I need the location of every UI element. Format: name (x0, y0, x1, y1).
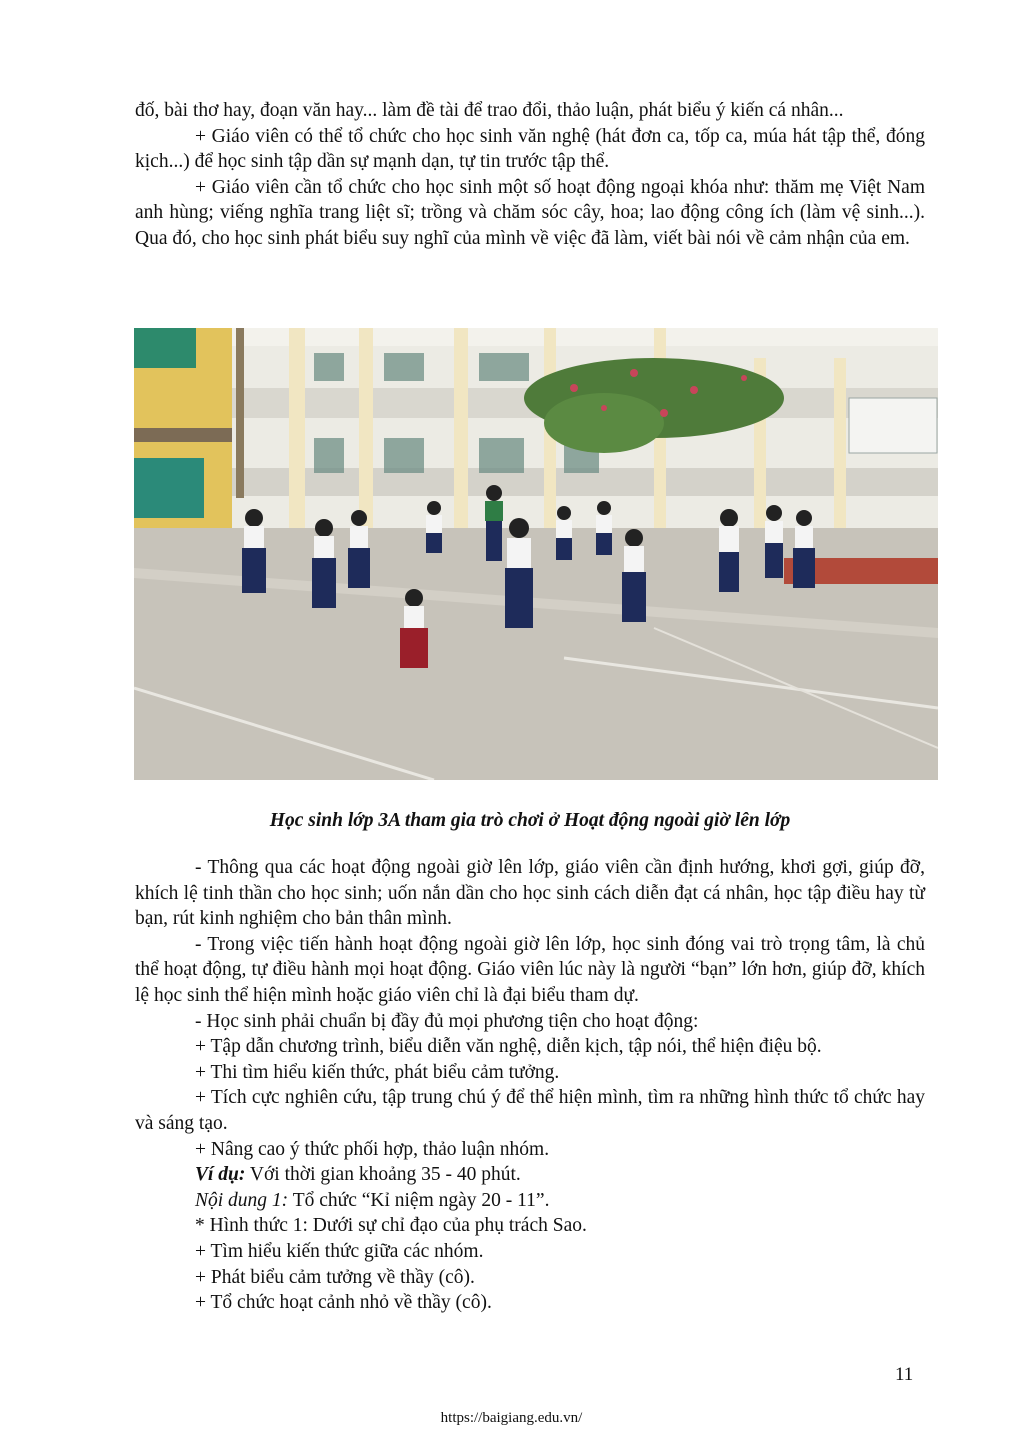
photo-illustration (134, 328, 938, 780)
form-line: + Phát biểu cảm tưởng về thầy (cô). (195, 1266, 475, 1288)
photo-caption: Học sinh lớp 3A tham gia trò chơi ở Hoạt động ngoài giờ lên lớp (269, 810, 791, 831)
form-line: + Tổ chức hoạt cảnh nhỏ về thầy (cô). (195, 1292, 492, 1314)
form-line: + Tìm hiểu kiến thức giữa các nhóm. (195, 1240, 484, 1262)
paragraph: + Tập dẫn chương trình, biểu diễn văn nghệ, diễn kịch, tập nói, thể hiện điệu bộ. (195, 1036, 822, 1058)
example-line (135, 1162, 925, 1188)
footer-url[interactable]: https://baigiang.edu.vn/ (440, 1410, 583, 1426)
paragraph: + Thi tìm hiểu kiến thức, phát biểu cảm tưởng. (195, 1061, 560, 1083)
paragraph: + Tích cực nghiên cứu, tập trung chú ý để thể hiện mình, tìm ra những hình thức tổ chức hay và sáng tạo. (135, 1087, 925, 1134)
example-text: Với thời gian khoảng 35 - 40 phút. (245, 1164, 521, 1186)
content-line (135, 1188, 925, 1214)
paragraph: đố, bài thơ hay, đoạn văn hay... làm đề tài để trao đổi, thảo luận, phát biểu ý kiến cá nhân... (135, 100, 844, 121)
school-yard-photo (134, 328, 938, 780)
top-text-block (135, 98, 925, 252)
bottom-text-block (135, 855, 925, 1316)
paragraph: + Giáo viên có thể tổ chức cho học sinh văn nghệ (hát đơn ca, tốp ca, múa hát tập thể, đóng kịch...) để học sinh tập dần sự mạnh dạn, tự tin trước tập thể. (135, 125, 925, 173)
paragraph: + Giáo viên cần tổ chức cho học sinh một số hoạt động ngoại khóa như: thăm mẹ Việt Nam anh hùng; viếng nghĩa trang liệt sĩ; trồng và chăm sóc cây, hoa; lao động công ích (làm vệ sinh...). Qua đó, cho học sinh phát biểu suy nghĩ của mình về việc đã làm, viết bài nói về cảm nhận của em. (135, 176, 925, 249)
form-line: * Hình thức 1: Dưới sự chỉ đạo của phụ trách Sao. (195, 1215, 587, 1237)
page-number: 11 (895, 1364, 914, 1385)
content-label: Nội dung 1: (195, 1189, 289, 1211)
paragraph: - Thông qua các hoạt động ngoài giờ lên lớp, giáo viên cần định hướng, khơi gợi, giúp đỡ, khích lệ tinh thần cho học sinh; uốn nắn dần cho học sinh cách diễn đạt cá nhân, học tập điều hay từ bạn, rút kinh nghiệm cho bản thân mình. (135, 857, 925, 930)
paragraph: - Học sinh phải chuẩn bị đầy đủ mọi phương tiện cho hoạt động: (195, 1010, 699, 1032)
content-text: Tổ chức “Kỉ niệm ngày 20 - 11”. (288, 1189, 550, 1211)
example-label: Ví dụ: (195, 1164, 246, 1186)
paragraph: + Nâng cao ý thức phối hợp, thảo luận nhóm. (195, 1138, 550, 1160)
paragraph: - Trong việc tiến hành hoạt động ngoài giờ lên lớp, học sinh đóng vai trò trọng tâm, là chủ thể hoạt động, tự điều hành mọi hoạt động. Giáo viên lúc này là người “bạn” lớn hơn, giúp đỡ, khích lệ học sinh thể hiện mình hoặc giáo viên chỉ là đại biểu tham dự. (135, 933, 925, 1006)
